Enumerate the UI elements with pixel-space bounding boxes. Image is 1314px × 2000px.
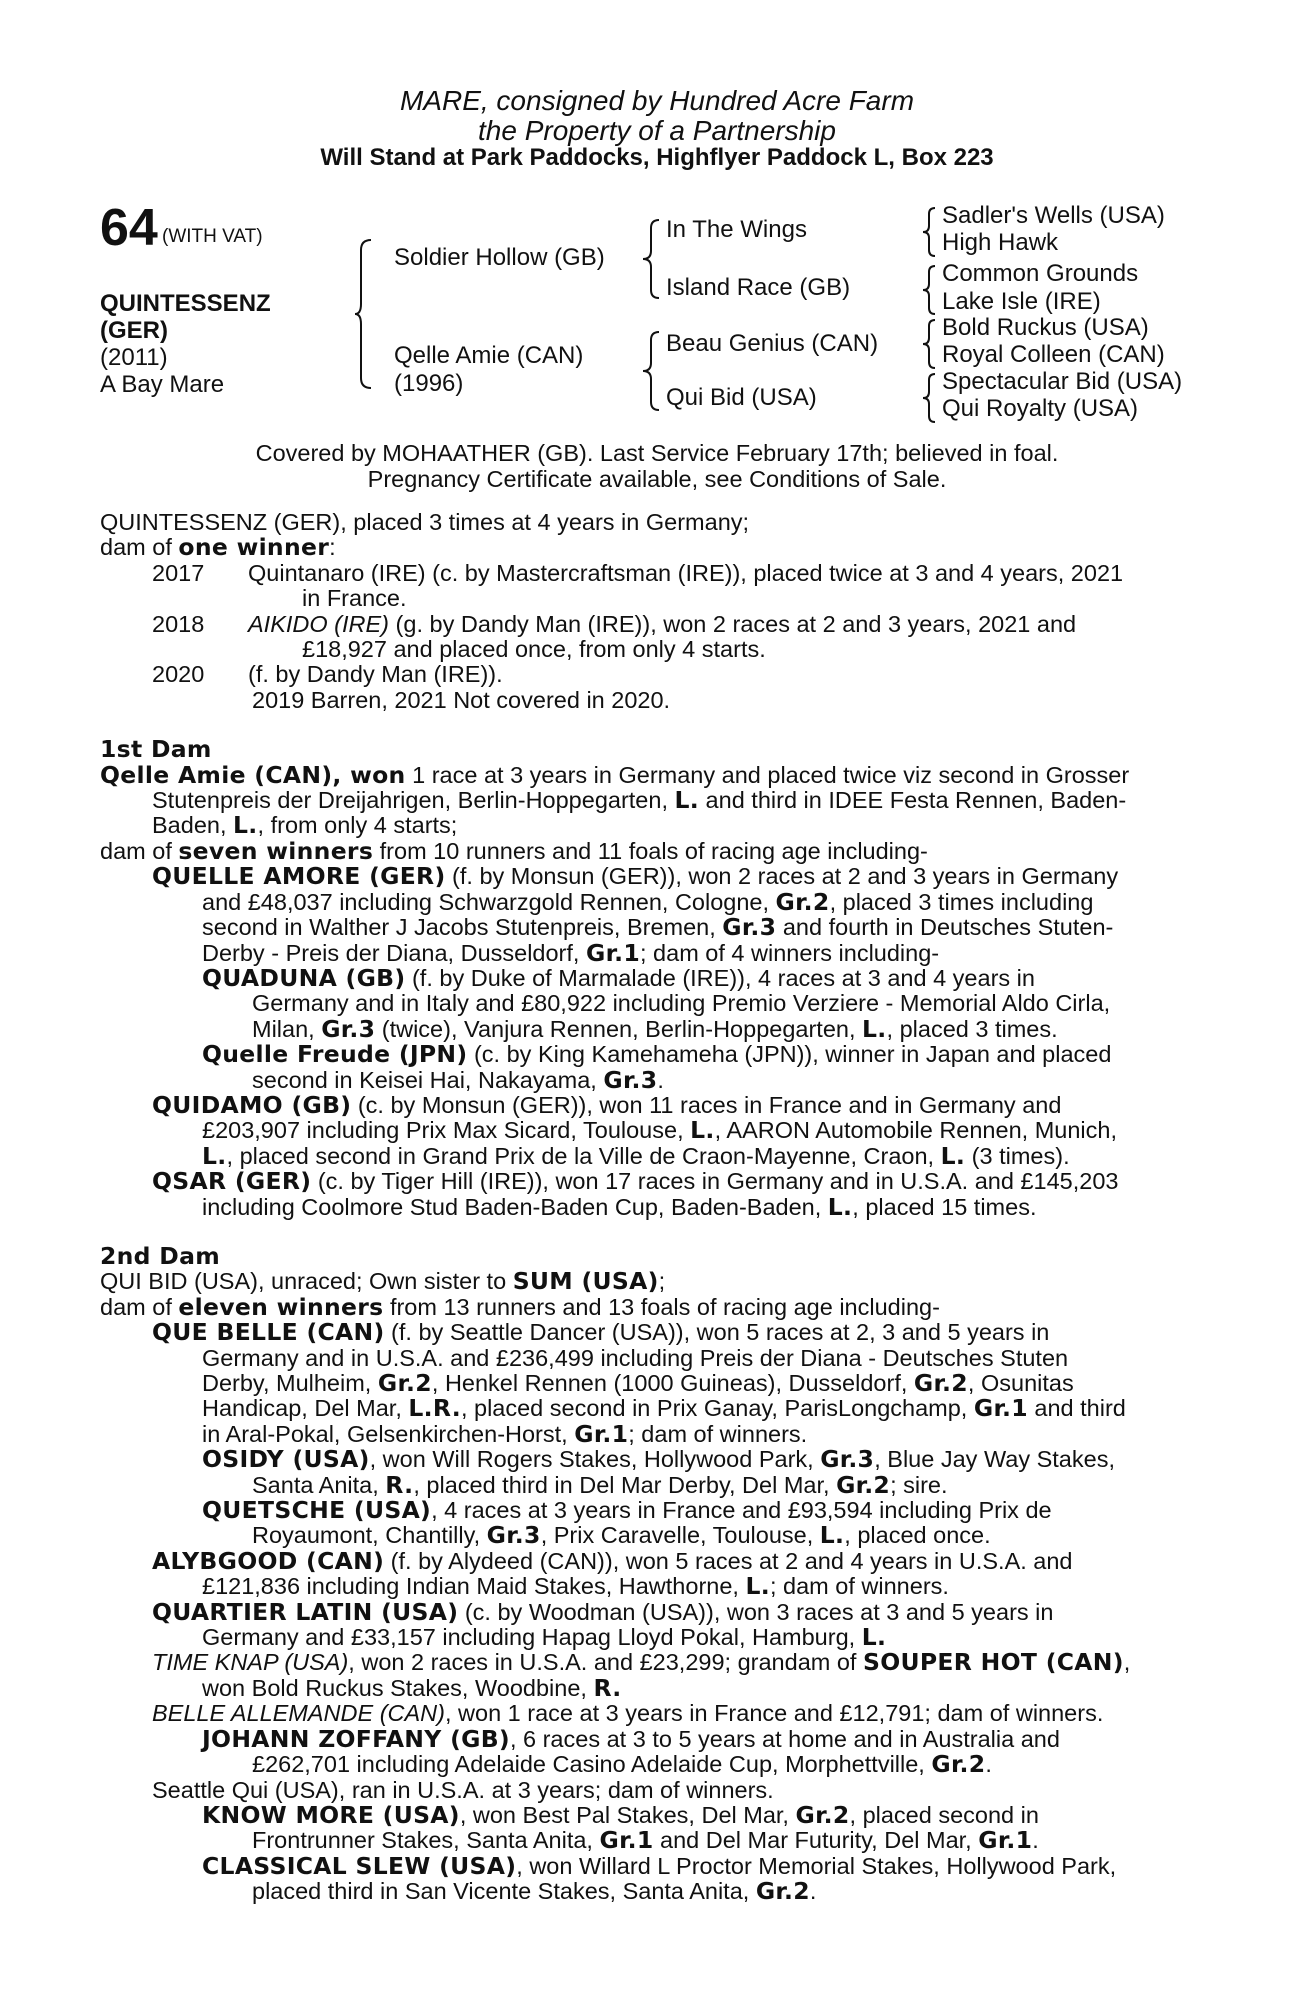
text: second in Keisei Hai, Nakayama, — [252, 1066, 604, 1093]
text: . — [657, 1066, 664, 1093]
text: . — [1032, 1827, 1039, 1854]
entry-text — [100, 1470, 1208, 1499]
sire-dam: Island Race (GB) — [666, 274, 851, 301]
entry-text: Germany and in U.S.A. and £236,499 including Preis der Diana - Deutsches Stuten — [202, 1344, 1069, 1371]
entry-text — [100, 1396, 1208, 1421]
grade: L. — [745, 1572, 770, 1601]
text: Santa Anita, — [252, 1471, 386, 1498]
produce-2018-cont: £18,927 and placed once, from only 4 starts. — [302, 636, 766, 663]
horse-name: Quelle Freude (JPN) — [202, 1040, 468, 1069]
sire: Soldier Hollow (GB) — [394, 244, 605, 271]
entry-text — [100, 1371, 1208, 1396]
text: including Coolmore Stud Baden-Baden Cup, Baden-Baden, — [202, 1193, 828, 1220]
grade: Gr.2 — [913, 1369, 968, 1397]
winner-count: one winner — [178, 533, 330, 562]
horse-name: SUM (USA) — [512, 1267, 659, 1296]
entry-text — [100, 1574, 1208, 1599]
dsd: Royal Colleen (CAN) — [942, 341, 1165, 368]
pedigree-bracket-dam — [643, 330, 667, 412]
grade: R. — [385, 1470, 414, 1499]
sds: Common Grounds — [942, 260, 1139, 287]
entry-text — [100, 1141, 1208, 1170]
text: (c. by Monsun (GER)), won 11 races in France and in Germany and — [351, 1091, 1062, 1118]
text: ; — [658, 1268, 666, 1295]
entry-text — [100, 1752, 1208, 1777]
entry-know-more — [100, 1800, 1208, 1829]
dam-year: (1996) — [394, 370, 464, 397]
entry-text — [100, 1673, 1208, 1702]
text: , Henkel Rennen (1000 Guineas), Dusseldorf, — [431, 1370, 914, 1396]
consignor-line: MARE, consigned by Hundred Acre Farm — [399, 85, 915, 116]
text: , placed second in Grand Prix de la Ville de Craon-Mayenne, Craon, — [226, 1142, 941, 1169]
text: , 6 races at 3 to 5 years at home and in Australia and — [509, 1725, 1060, 1752]
grade: L. — [690, 1116, 715, 1145]
horse-name: QUIDAMO (GB) — [152, 1090, 352, 1119]
text: dam of — [100, 837, 179, 864]
text: : — [329, 534, 336, 561]
text: Royaumont, Chantilly, — [252, 1522, 487, 1549]
cover-line: Covered by MOHAATHER (GB). Last Service February 17th; believed in foal. — [255, 440, 1059, 466]
foal-year: 2017 — [152, 559, 205, 586]
text: from 13 runners and 13 foals of racing age including- — [383, 1293, 940, 1320]
pedigree-bracket-ss — [921, 206, 939, 258]
grade: Gr.3 — [820, 1445, 875, 1474]
grade: Gr.1 — [574, 1419, 629, 1448]
text: (f. by Seattle Dancer (USA)), won 5 races at 2, 3 and 5 years in — [384, 1319, 1050, 1346]
pedigree-bracket-1 — [355, 238, 379, 390]
text: , won 2 races in U.S.A. and £23,299; grandam of — [348, 1649, 863, 1676]
horse-country: (GER) — [100, 317, 168, 344]
text: dam of — [100, 534, 179, 561]
spacer — [100, 713, 1208, 737]
entry-text — [100, 1523, 1208, 1548]
entry-classical-slew — [100, 1851, 1208, 1880]
grade: L.R. — [408, 1394, 461, 1423]
grade: Gr.3 — [603, 1065, 658, 1094]
entry-text — [100, 1192, 1208, 1221]
text: , from only 4 starts; — [257, 812, 458, 839]
entry-text — [100, 1879, 1208, 1904]
text: (c. by Tiger Hill (IRE)), won 17 races in Germany and in U.S.A. and £145,203 — [311, 1168, 1119, 1195]
grade: Gr.2 — [775, 887, 830, 916]
horse-name: QUETSCHE (USA) — [202, 1496, 432, 1525]
text: QUI BID (USA), unraced; Own sister to — [100, 1268, 513, 1295]
horse-name: SOUPER HOT (CAN) — [863, 1648, 1124, 1677]
horse-description: A Bay Mare — [100, 371, 225, 398]
entry-text — [100, 1014, 1208, 1043]
winner-count: eleven winners — [178, 1292, 384, 1321]
sss: Sadler's Wells (USA) — [942, 202, 1165, 229]
catalogue-body — [100, 510, 1208, 1905]
text: and Del Mar Futurity, Del Mar, — [653, 1827, 979, 1854]
foal-year: 2018 — [152, 610, 205, 637]
grade: Gr.3 — [722, 913, 777, 942]
dam1-line1 — [100, 760, 1208, 789]
produce-2017-cont: in France. — [302, 585, 407, 612]
entry-seattle-qui: Seattle Qui (USA), ran in U.S.A. at 3 years; dam of winners. — [152, 1776, 774, 1803]
winner-count: seven winners — [178, 836, 374, 865]
text: , won Best Pal Stakes, Del Mar, — [459, 1801, 796, 1828]
entry-text: Germany and in Italy and £80,922 including Premio Verziere - Memorial Aldo Cirla, — [252, 990, 1111, 1017]
text: ; dam of winners. — [628, 1420, 808, 1447]
text: (c. by Woodman (USA)), won 3 races at 3 and 5 years in — [458, 1598, 1054, 1625]
text: (twice), Vanjura Rennen, Berlin-Hoppegarten, — [375, 1015, 863, 1042]
grade: L. — [233, 811, 258, 840]
horse-name: QUINTESSENZ — [100, 290, 271, 317]
text: Handicap, Del Mar, — [202, 1395, 409, 1422]
horse-name: CLASSICAL SLEW (USA) — [202, 1851, 517, 1880]
pedigree-bracket-sire — [643, 218, 667, 300]
text: ; sire. — [890, 1471, 948, 1498]
text: (f. by Monsun (GER)), won 2 races at 2 and 3 years in Germany — [445, 863, 1119, 890]
entry-text — [100, 1419, 1208, 1448]
dam2-line2 — [100, 1292, 1208, 1321]
grade: Gr.2 — [836, 1470, 891, 1499]
text: (3 times). — [965, 1142, 1070, 1169]
dss: Bold Ruckus (USA) — [942, 314, 1149, 341]
dds: Spectacular Bid (USA) — [942, 368, 1183, 395]
text: , placed second in Prix Ganay, ParisLongchamp, — [460, 1395, 974, 1422]
text: in Aral-Pokal, Gelsenkirchen-Horst, — [202, 1420, 575, 1447]
text: (f. by Dandy Man (IRE)). — [248, 661, 503, 688]
text: and third in IDEE Festa Rennen, Baden- — [699, 787, 1127, 814]
text: , placed third in Del Mar Derby, Del Mar, — [413, 1471, 837, 1498]
text: , won Willard L Proctor Memorial Stakes, Hollywood Park, — [516, 1852, 1117, 1879]
entry-alybgood — [100, 1546, 1208, 1575]
text: Frontrunner Stakes, Santa Anita, — [252, 1827, 600, 1854]
text: Quintanaro (IRE) (c. by Mastercraftsman (IRE)), placed twice at 3 and 4 years, 2021 — [248, 559, 1124, 586]
horse-name: TIME KNAP (USA) — [152, 1649, 349, 1676]
text: from 10 runners and 11 foals of racing age including- — [373, 837, 928, 864]
entry-quelle-freude — [100, 1042, 1208, 1067]
text: , AARON Automobile Rennen, Munich, — [714, 1117, 1117, 1144]
dam-sire: Beau Genius (CAN) — [666, 330, 879, 357]
grade: Gr.3 — [321, 1014, 376, 1043]
entry-quaduna — [100, 963, 1208, 992]
foal-year: 2020 — [152, 661, 205, 688]
text: ; dam of 4 winners including- — [640, 939, 940, 966]
produce-2020 — [100, 662, 1208, 687]
entry-text — [100, 1065, 1208, 1094]
vat-label: (WITH VAT) — [162, 226, 263, 247]
text: , — [1123, 1649, 1131, 1676]
text: , Prix Caravelle, Toulouse, — [540, 1522, 820, 1549]
text: . — [985, 1751, 992, 1778]
grade: Gr.2 — [755, 1877, 810, 1906]
dam-name: Qelle Amie (CAN), won — [100, 760, 406, 789]
grade: L. — [674, 786, 700, 815]
produce-2017 — [100, 561, 1208, 586]
text: and £48,037 including Schwarzgold Rennen, Cologne, — [202, 888, 776, 915]
text: 1 race at 3 years in Germany and placed twice viz second in Grosser — [405, 761, 1130, 788]
text: Germany and £33,157 including Hapag Lloyd Pokal, Hamburg, — [202, 1624, 862, 1651]
grade: L. — [819, 1521, 845, 1550]
pedigree-bracket-sd — [921, 264, 939, 316]
grade: Gr.2 — [795, 1800, 850, 1829]
entry-quidamo — [100, 1090, 1208, 1119]
sire-sire: In The Wings — [666, 216, 807, 243]
grade: L. — [202, 1141, 227, 1170]
property-line: the Property of a Partnership — [478, 115, 836, 146]
entry-text — [100, 1828, 1208, 1853]
entry-text — [100, 1118, 1208, 1143]
horse-name: OSIDY (USA) — [202, 1445, 370, 1474]
text: Derby - Preis der Diana, Dusseldorf, — [202, 939, 586, 966]
text: (f. by Alydeed (CAN)), won 5 races at 2 and 4 years in U.S.A. and — [384, 1547, 1073, 1574]
entry-time-knap — [100, 1650, 1208, 1675]
text: won Bold Ruckus Stakes, Woodbine, — [202, 1674, 594, 1701]
grade: Gr.2 — [931, 1750, 986, 1779]
text: £121,836 including Indian Maid Stakes, Hawthorne, — [202, 1573, 746, 1600]
spacer — [100, 1220, 1208, 1244]
horse-name: QUELLE AMORE (GER) — [152, 862, 446, 891]
entry-quetsche — [100, 1498, 1208, 1523]
dam2-line1 — [100, 1269, 1208, 1294]
grade: Gr.3 — [486, 1521, 541, 1550]
text: , won Will Rogers Stakes, Hollywood Park, — [369, 1446, 821, 1473]
horse-name: KNOW MORE (USA) — [202, 1800, 460, 1829]
text: , placed 3 times including — [829, 888, 1094, 915]
grade: L. — [827, 1192, 853, 1221]
text: , Blue Jay Way Stakes, — [874, 1446, 1115, 1473]
horse-name: JOHANN ZOFFANY (GB) — [202, 1724, 510, 1753]
sdd: Lake Isle (IRE) — [942, 288, 1101, 315]
pregnancy-line: Pregnancy Certificate available, see Conditions of Sale. — [367, 466, 947, 492]
text: £203,907 including Prix Max Sicard, Toulouse, — [202, 1117, 691, 1144]
grade: L. — [861, 1623, 887, 1652]
text: , placed once. — [844, 1522, 991, 1549]
grade: Gr.1 — [978, 1826, 1033, 1855]
pedigree-bracket-dd — [921, 372, 939, 424]
text: Milan, — [252, 1015, 322, 1042]
text: and third — [1027, 1395, 1126, 1422]
horse-name: QUE BELLE (CAN) — [152, 1318, 385, 1347]
entry-johann-zoffany — [100, 1724, 1208, 1753]
text: , 4 races at 3 years in France and £93,594 including Prix de — [431, 1497, 1052, 1524]
entry-qsar — [100, 1169, 1208, 1194]
text: Stutenpreis der Dreijahrigen, Berlin-Hoppegarten, — [152, 787, 675, 814]
second-dam-heading: 2nd Dam — [100, 1241, 221, 1270]
grade: R. — [593, 1673, 622, 1702]
produce-barren: 2019 Barren, 2021 Not covered in 2020. — [252, 686, 671, 713]
text: (c. by King Kamehameha (JPN)), winner in Japan and placed — [467, 1041, 1112, 1068]
text: , placed 3 times. — [886, 1015, 1058, 1042]
grade: L. — [940, 1141, 966, 1170]
text: , won 1 race at 3 years in France and £12,791; dam of winners. — [444, 1700, 1104, 1727]
lot-number: 64 — [100, 199, 158, 257]
entry-text — [100, 887, 1208, 916]
produce-damof — [100, 535, 1208, 560]
text: placed third in San Vicente Stakes, Santa Anita, — [252, 1878, 756, 1905]
horse-name: QUARTIER LATIN (USA) — [152, 1597, 459, 1626]
dam1-line4 — [100, 836, 1208, 865]
produce-2018 — [100, 612, 1208, 637]
entry-text — [100, 915, 1208, 940]
text: . — [809, 1878, 817, 1905]
text: £262,701 including Adelaide Casino Adelaide Cup, Morphettville, — [252, 1751, 932, 1778]
entry-text — [100, 1625, 1208, 1650]
text: dam of — [100, 1293, 179, 1320]
text: , placed 15 times. — [852, 1193, 1037, 1220]
entry-quartier-latin — [100, 1597, 1208, 1626]
dam-dam: Qui Bid (USA) — [666, 384, 817, 411]
text: , placed second in — [849, 1801, 1039, 1828]
produce-intro: QUINTESSENZ (GER), placed 3 times at 4 years in Germany; — [100, 509, 750, 535]
entry-que-belle — [100, 1320, 1208, 1345]
grade: Gr.2 — [377, 1369, 432, 1397]
ddd: Qui Royalty (USA) — [942, 395, 1139, 422]
text: (f. by Duke of Marmalade (IRE)), 4 races at 3 and 4 years in — [405, 964, 1035, 991]
grade: Gr.1 — [973, 1394, 1028, 1423]
text: ; dam of winners. — [769, 1573, 949, 1600]
entry-osidy — [100, 1447, 1208, 1472]
grade: Gr.1 — [585, 938, 640, 967]
dam: Qelle Amie (CAN) — [394, 342, 584, 369]
dam1-line2 — [100, 788, 1208, 813]
first-dam-heading: 1st Dam — [100, 735, 212, 764]
entry-belle-allemande — [100, 1701, 1208, 1726]
text: (g. by Dandy Man (IRE)), won 2 races at 2 and 3 years, 2021 and — [389, 610, 1077, 637]
grade: Gr.1 — [599, 1826, 654, 1855]
dam1-line3 — [100, 813, 1208, 838]
horse-name: ALYBGOOD (CAN) — [152, 1546, 385, 1575]
entry-quelle-amore — [100, 864, 1208, 889]
grade: L. — [862, 1014, 887, 1043]
horse-name: QUADUNA (GB) — [202, 963, 406, 992]
text: and fourth in Deutsches Stuten- — [776, 914, 1114, 941]
horse-year: (2011) — [100, 344, 168, 371]
stand-location: Will Stand at Park Paddocks, Highflyer Paddock L, Box 223 — [320, 144, 994, 171]
text: Baden, — [152, 812, 234, 839]
text: second in Walther J Jacobs Stutenpreis, Bremen, — [202, 914, 723, 941]
horse-name: BELLE ALLEMANDE (CAN) — [152, 1700, 445, 1727]
foal-name: AIKIDO (IRE) — [248, 610, 390, 637]
horse-name: QSAR (GER) — [152, 1167, 312, 1196]
ssd: High Hawk — [942, 229, 1059, 256]
entry-text — [100, 938, 1208, 967]
pedigree-bracket-ds — [921, 318, 939, 370]
text: Derby, Mulheim, — [202, 1370, 378, 1396]
text: , Osunitas — [967, 1370, 1074, 1396]
